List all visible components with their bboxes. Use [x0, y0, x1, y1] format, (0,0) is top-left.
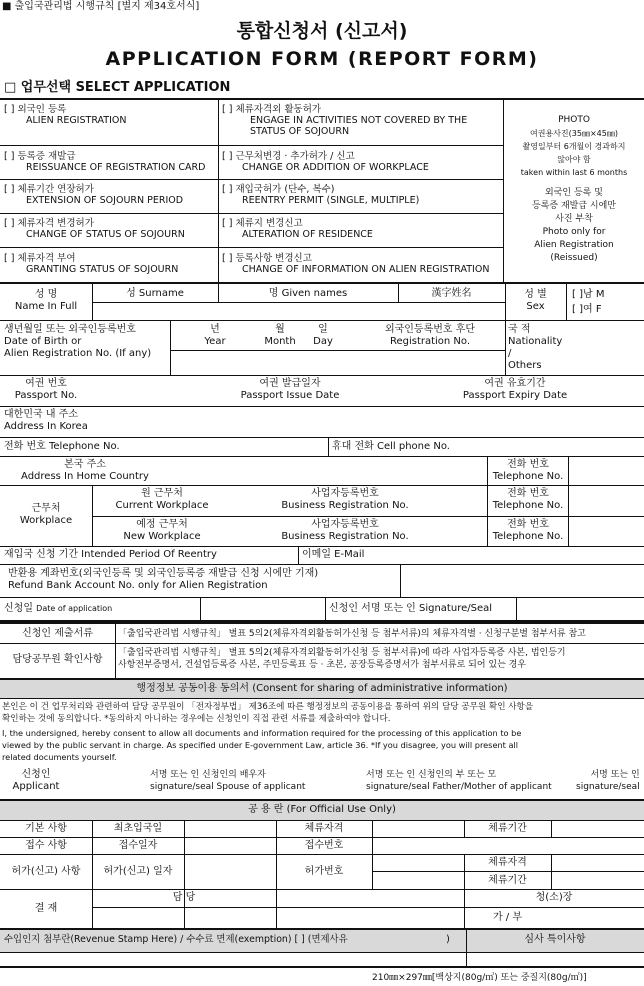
option-extension-sojourn[interactable]: [ ] 체류기간 연장허가 EXTENSION OF SOJOURN PERIOD — [4, 184, 184, 206]
registration-no-label[interactable]: 외국인등록번호 후단 Registration No. — [384, 324, 476, 347]
dob-label: 생년월일 또는 외국인등록번호 Date of Birth or Alien Registration No. (If any) — [4, 324, 152, 359]
chief-label: 청(소)장 — [535, 892, 573, 903]
business-reg-new-label: 사업자등록번호 Business Registration No. — [281, 519, 409, 542]
option-change-information[interactable]: [ ] 등록사항 변경신고 CHANGE OF INFORMATION ON ALIEN REGISTRATION — [222, 253, 490, 275]
telephone-label[interactable]: 전화 번호 Telephone No. — [4, 441, 120, 452]
sex-male-checkbox[interactable]: [ ]남 M — [572, 289, 605, 300]
spouse-sign-label[interactable]: 서명 또는 인 신청인의 배우자 signature/seal Spouse of applicant — [150, 770, 306, 792]
revenue-stamp-label: 수입인지 첨부란(Revenue Stamp Here) / 수수료 면제(exemption) [ ] (면제사유 — [4, 934, 348, 945]
hanja-name-field[interactable]: 漢字姓名 — [431, 288, 472, 299]
current-work-tel-label: 전화 번호 Telephone No. — [492, 488, 564, 511]
official-check-text: 「출입국관리법 시행규칙」 별표 5의2(체류자격외활동허가신청 등 첨부서류)에 따라 사업자등록증 사본, 법인등기 사항전부증명서, 건설업등록증 사본, 주민등록표 등 · 초본, 공장등록증명서가 첨부서류로 되어 있는 경우 — [118, 648, 566, 670]
permit-period-label: 체류기간 — [488, 875, 527, 886]
new-work-tel-label: 전화 번호 Telephone No. — [492, 519, 564, 542]
seal-sign-label[interactable]: 서명 또는 인 signature/seal — [576, 770, 640, 792]
application-date-label[interactable]: 신청일 Date of application — [4, 603, 113, 614]
documents-text: 「출입국관리법 시행규칙」 별표 5의2(체류자격외활동허가신청 등 첨부서류)의 체류자격별 · 신청구분별 첨부서류 참고 — [118, 629, 586, 639]
day-label[interactable]: 일 Day — [313, 324, 333, 347]
receipt-no-label: 접수번호 — [304, 840, 344, 851]
select-application-heading: □ 업무선택 SELECT APPLICATION — [4, 80, 231, 95]
new-workplace-label: 예정 근무처 New Workplace — [123, 519, 201, 542]
option-reissuance-card[interactable]: [ ] 등록증 재발급 REISSUANCE OF REGISTRATION CARD — [4, 151, 206, 173]
parent-sign-label[interactable]: 서명 또는 인 신청인의 부 또는 모 signature/seal Father/Mother of applicant — [366, 770, 552, 792]
passport-expiry-label: 여권 유효기간 Passport Expiry Date — [462, 378, 568, 401]
applicant-sign-label: 신청인 Applicant — [12, 769, 60, 792]
documents-label: 신청인 제출서류 — [22, 628, 93, 639]
name-label: 성 명 Name In Full — [14, 289, 78, 312]
passport-no-label: 여권 번호 Passport No. — [14, 378, 78, 401]
option-change-workplace[interactable]: [ ] 근무처변경 · 추가허가 / 신고 CHANGE OR ADDITION OF WORKPLACE — [222, 151, 429, 173]
option-activities-not-covered[interactable]: [ ] 체류자격외 활동허가 ENGAGE IN ACTIVITIES NOT COVERED BY THE STATUS OF SOJOURN — [222, 104, 468, 137]
option-granting-status[interactable]: [ ] 체류자격 부여 GRANTING STATUS OF SOJOURN — [4, 253, 179, 275]
official-check-label: 담당공무원 확인사항 — [12, 654, 103, 665]
business-reg-current-label: 사업자등록번호 Business Registration No. — [281, 488, 409, 511]
refund-account-label[interactable]: 반환용 계좌번호(외국인등록 및 외국인등록증 재발급 신청 시에만 기재) Refund Bank Account No. only for Alien Registration — [8, 568, 319, 591]
consent-english: I, the undersigned, hereby consent to allow all documents and information required for the processing of this application to be viewed by the public servant in charge. As specified under E-government Law, article 36. *If you disagree, you will present all related documents yourself. — [2, 728, 522, 762]
consent-heading: 행정정보 공동이용 동의서 (Consent for sharing of administrative information) — [136, 683, 508, 694]
surname-field[interactable]: 성 Surname — [126, 288, 184, 299]
option-alien-registration[interactable]: [ ] 외국인 등록 ALIEN REGISTRATION — [4, 104, 127, 126]
option-alteration-residence[interactable]: [ ] 체류지 변경신고 ALTERATION OF RESIDENCE — [222, 218, 373, 240]
cellphone-label[interactable]: 휴대 전화 Cell phone No. — [332, 441, 450, 452]
receipt-date-label: 접수일자 — [118, 840, 158, 851]
current-workplace-label: 원 근무처 Current Workplace — [115, 488, 209, 511]
address-korea-label: 대한민국 내 주소 Address In Korea — [4, 409, 88, 432]
form-reference: ■ 출입국관리법 시행규칙 [별지 제34호서식] — [2, 1, 200, 12]
option-reentry-permit[interactable]: [ ] 재입국허가 (단수, 복수) REENTRY PERMIT (SINGLE, MULTIPLE) — [222, 184, 420, 206]
decision-label: 결 재 — [34, 903, 58, 914]
sex-female-checkbox[interactable]: [ ]여 F — [572, 304, 602, 315]
nationality-label: 국 적 Nationality / Others — [508, 324, 563, 371]
signature-label[interactable]: 신청인 서명 또는 인 Signature/Seal — [329, 603, 493, 614]
basic-info-label: 기본 사항 — [25, 823, 67, 834]
official-use-heading: 공 용 란 (For Official Use Only) — [248, 804, 396, 815]
first-entry-label: 최초입국일 — [113, 823, 163, 834]
permit-date-label: 허가(신고) 일자 — [103, 866, 173, 877]
option-change-status[interactable]: [ ] 체류자격 변경허가 CHANGE OF STATUS OF SOJOURN — [4, 218, 185, 240]
title-english: APPLICATION FORM (REPORT FORM) — [105, 48, 539, 70]
year-label[interactable]: 년 Year — [204, 324, 226, 347]
permit-no-label: 허가번호 — [304, 866, 344, 877]
permit-label: 허가(신고) 사항 — [11, 866, 81, 877]
workplace-label: 근무처 Workplace — [19, 503, 73, 526]
period-label: 체류기간 — [488, 823, 527, 834]
permit-status-label: 체류자격 — [488, 857, 527, 868]
status-label: 체류자격 — [304, 823, 344, 834]
paper-spec: 210㎜×297㎜[백상지(80g/㎡) 또는 중질지(80g/㎡)] — [372, 973, 587, 983]
approve-reject[interactable]: 가 / 부 — [492, 912, 523, 923]
receipt-label: 접수 사항 — [25, 840, 67, 851]
home-tel-label: 전화 번호 Telephone No. — [492, 459, 564, 482]
title-korean: 통합신청서 (신고서) — [236, 20, 408, 42]
photo-box: PHOTO 여권용사진(35㎜×45㎜) 촬영일부터 6개월이 경과하지 않아야 함 taken within last 6 months 외국인 등록 및 등록증 재발급 시에만 사진 부착 Photo only for Alien Registration (Reissued) — [520, 115, 628, 263]
officer-label: 담 당 — [172, 892, 196, 903]
reentry-period-label[interactable]: 재입국 신청 기간 Intended Period Of Reentry — [4, 549, 217, 560]
review-notes-label: 심사 특이사항 — [524, 934, 586, 945]
passport-issue-label: 여권 발급일자 Passport Issue Date — [240, 378, 340, 401]
email-label[interactable]: 이메일 E-Mail — [302, 549, 365, 560]
given-names-field[interactable]: 명 Given names — [268, 288, 348, 299]
sex-label: 성 별 Sex — [524, 289, 547, 312]
consent-korean: 본인은 이 건 업무처리와 관련하여 담당 공무원이 「전자정부법」 제36조에 따른 행정정보의 공동이용을 통하여 위의 담당 공무원 확인 사항을 확인하는 것에 동의합니다. *동의하지 아니하는 경우에는 신청인이 직접 관련 서류를 제출하여야 합니다. — [2, 702, 534, 724]
month-label[interactable]: 월 Month — [264, 324, 296, 347]
exemption-close-paren: ) — [446, 934, 450, 945]
home-address-label: 본국 주소 Address In Home Country — [21, 459, 149, 482]
